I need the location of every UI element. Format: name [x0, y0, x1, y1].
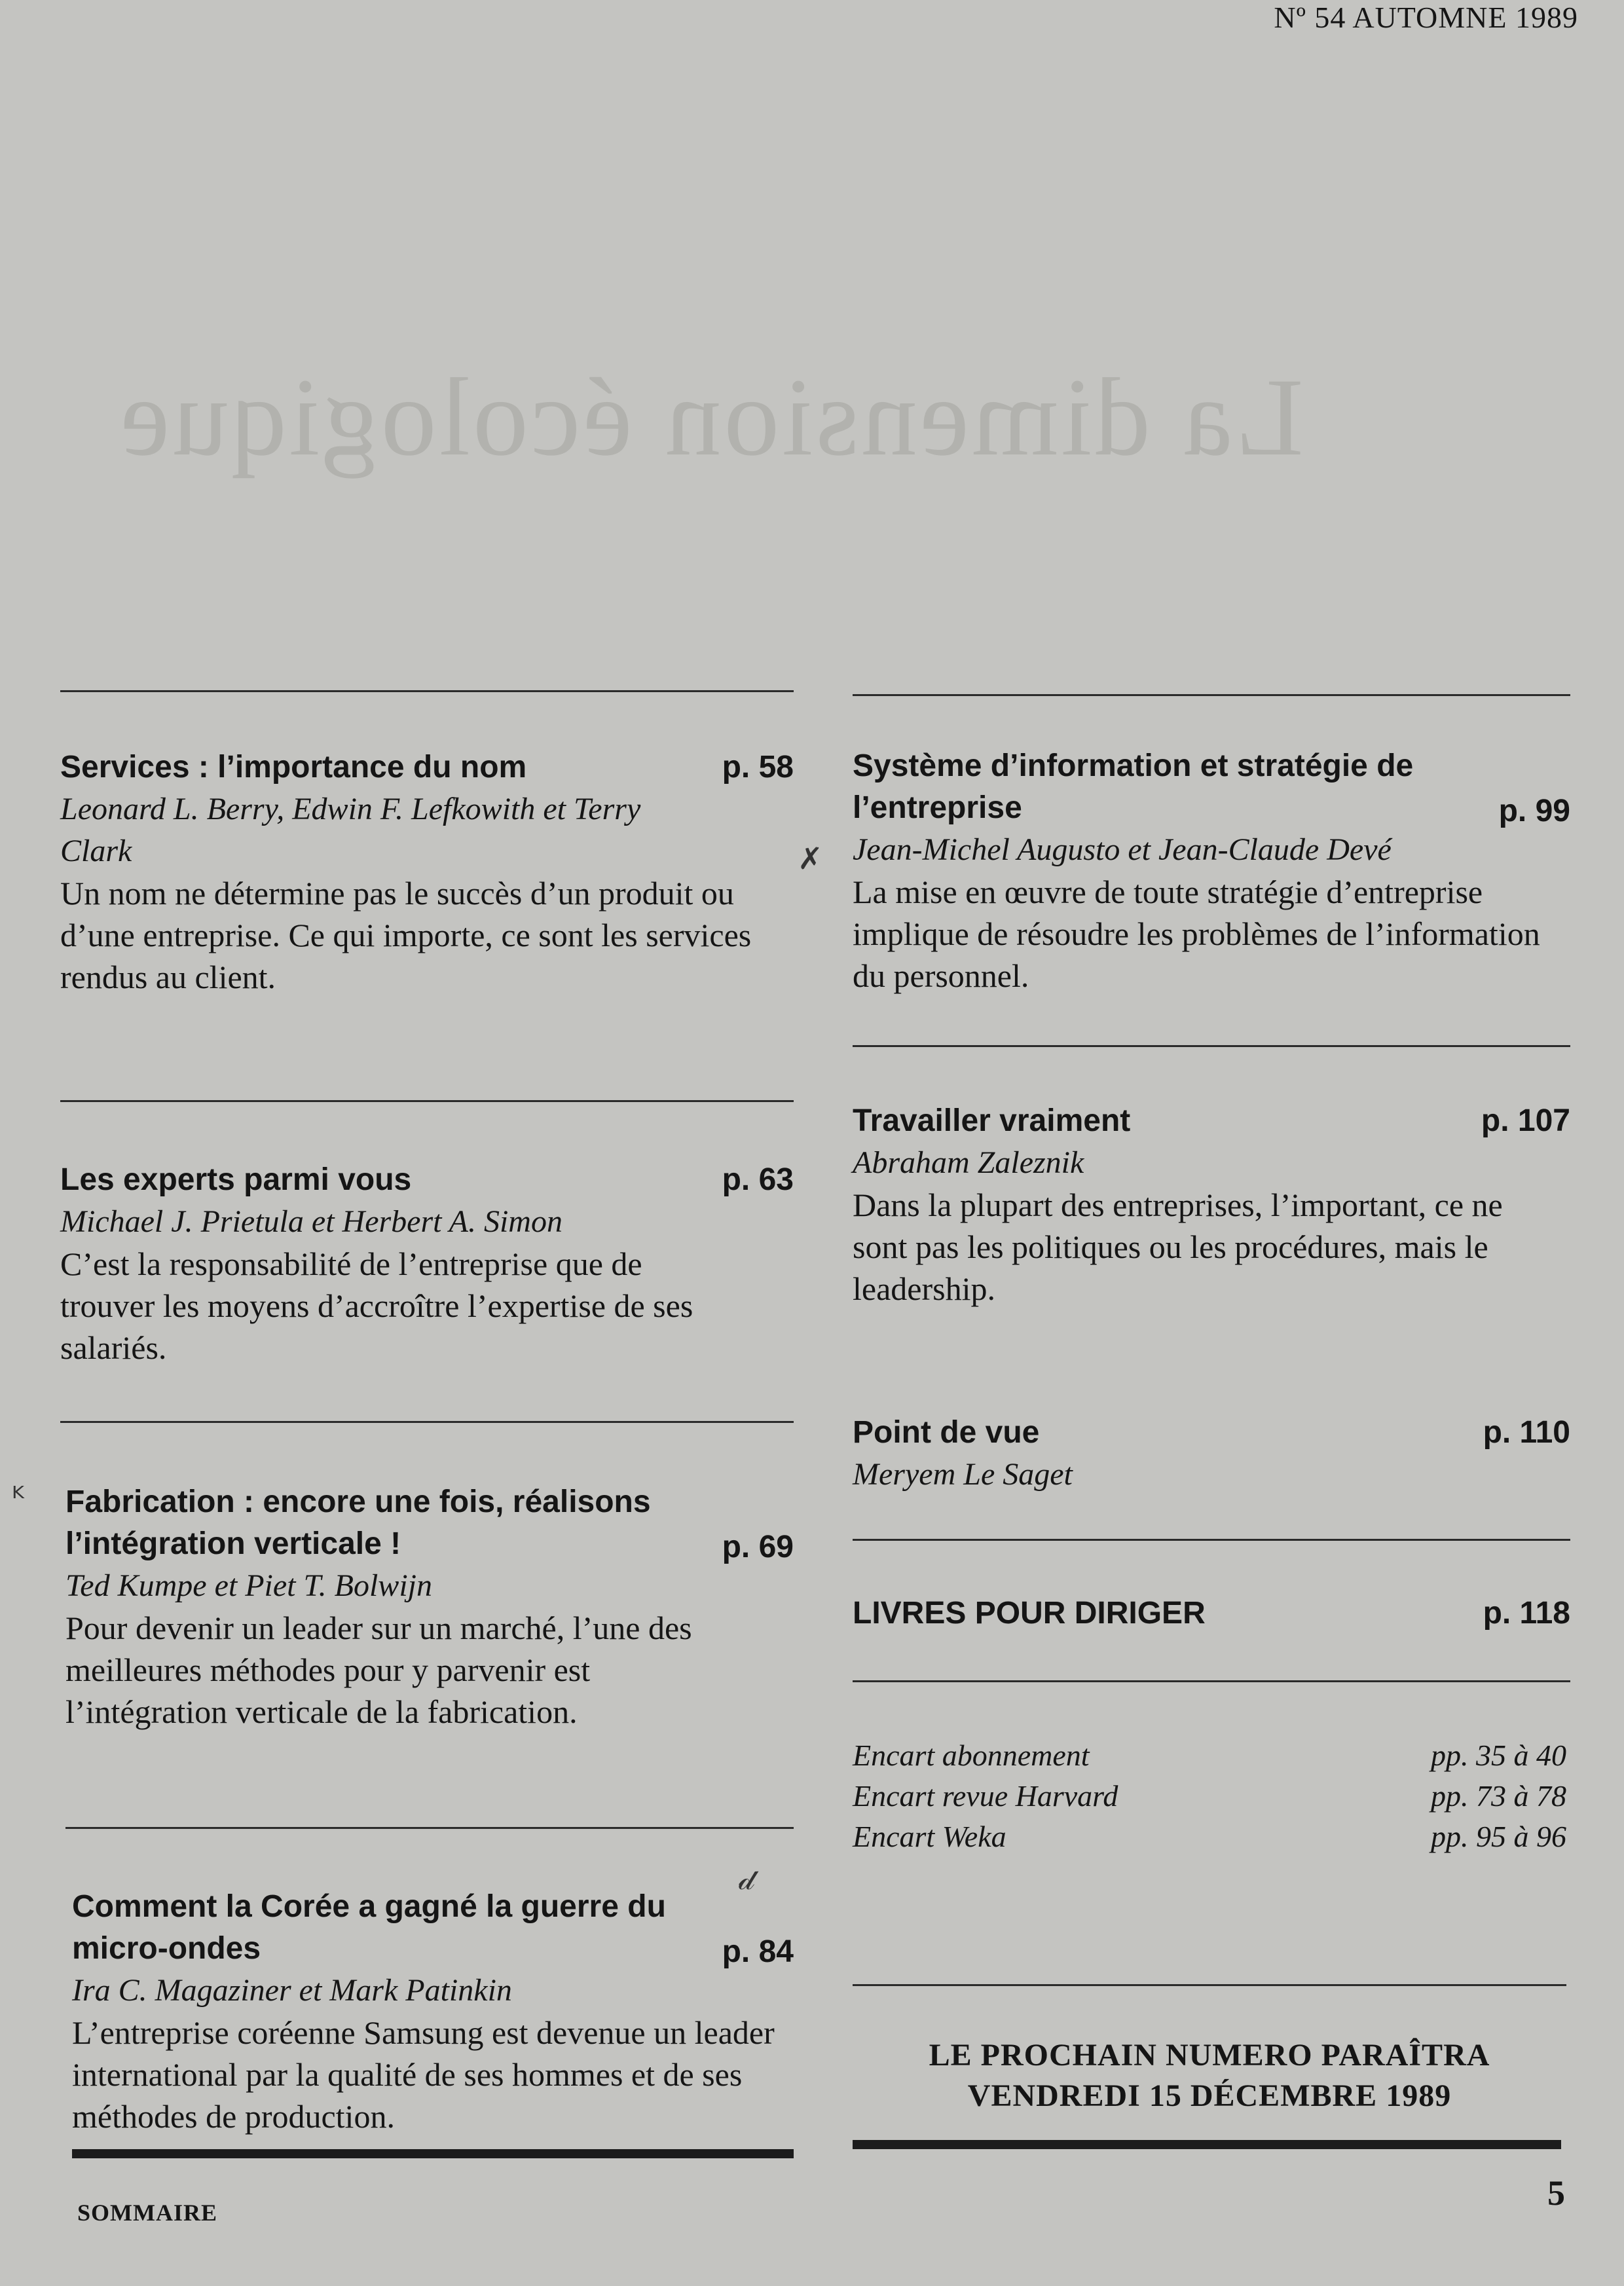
article-authors: Abraham Zaleznik — [853, 1145, 1084, 1180]
article-summary: C’est la responsabilité de l’entreprise que de trouver les moyens d’accroître l’expertise de ses salariés. — [60, 1245, 693, 1366]
article-summary: Pour devenir un leader sur un marché, l’une des meilleures méthodes pour y parvenir est l’intégration verticale de la fabrication. — [65, 1610, 692, 1730]
page-ref: p. 69 — [722, 1530, 794, 1564]
divider — [65, 1827, 794, 1829]
page-ref: p. 58 — [722, 750, 794, 784]
toc-entry — [60, 747, 794, 998]
handwritten-mark: 𝒹 — [739, 1861, 754, 1896]
toc-entry — [72, 1886, 794, 2137]
toc-entry — [60, 1159, 794, 1369]
handwritten-mark: ᴷ — [12, 1480, 25, 1515]
toc-entry — [853, 1100, 1570, 1310]
divider — [853, 1984, 1566, 1986]
encart-pages: pp. 73 à 78 — [1431, 1779, 1566, 1813]
column-end-bar — [853, 2140, 1561, 2149]
page-ref: p. 110 — [1483, 1415, 1570, 1450]
article-summary: Dans la plupart des entreprises, l’important, ce ne sont pas les politiques ou les procédures, mais le leadership. — [853, 1187, 1503, 1307]
handwritten-mark: ✗ — [798, 841, 823, 876]
encart-label: Encart abonnement — [853, 1739, 1090, 1772]
article-summary: L’entreprise coréenne Samsung est devenue un leader international par la qualité de ses hommes et de ses méthodes de production. — [72, 2014, 775, 2135]
article-title: Les experts parmi vous — [60, 1162, 412, 1197]
page-ref: p. 118 — [1483, 1596, 1570, 1631]
issue-header: Nº 54 AUTOMNE 1989 — [1274, 1, 1578, 34]
encart-row — [853, 1776, 1566, 1816]
next-issue-notice — [853, 2035, 1566, 2116]
article-summary: La mise en œuvre de toute stratégie d’entreprise implique de résoudre les problèmes de l’information du personnel. — [853, 874, 1540, 994]
divider — [853, 1539, 1570, 1541]
encart-row — [853, 1735, 1566, 1776]
encart-label: Encart revue Harvard — [853, 1779, 1118, 1813]
page-ref: p. 84 — [722, 1934, 794, 1969]
page-number: 5 — [1547, 2173, 1565, 2213]
divider — [60, 1421, 794, 1423]
toc-entry — [853, 1412, 1570, 1496]
encart-pages: pp. 95 à 96 — [1431, 1820, 1566, 1853]
article-authors: Ira C. Magaziner et Mark Patinkin — [72, 1973, 512, 2008]
next-issue-date: VENDREDI 15 DÉCEMBRE 1989 — [967, 2078, 1452, 2113]
page-ref: p. 99 — [1498, 794, 1570, 828]
article-authors: Ted Kumpe et Piet T. Bolwijn — [65, 1568, 432, 1603]
column-end-bar — [72, 2149, 794, 2158]
divider — [853, 1045, 1570, 1047]
divider — [853, 1680, 1570, 1682]
article-title: Fabrication : encore une fois, réalisons l’intégration verticale ! — [65, 1484, 651, 1561]
livres-title: LIVRES POUR DIRIGER — [853, 1596, 1206, 1631]
toc-entry — [65, 1481, 794, 1733]
encarts-list — [853, 1735, 1566, 1857]
article-authors: Jean-Michel Augusto et Jean-Claude Devé — [853, 832, 1392, 867]
encart-pages: pp. 35 à 40 — [1431, 1739, 1566, 1772]
next-issue-line: LE PROCHAIN NUMERO PARAÎTRA — [929, 2038, 1490, 2073]
encart-row — [853, 1816, 1566, 1857]
divider — [60, 1100, 794, 1102]
article-title: Système d’information et stratégie de l’entreprise — [853, 748, 1414, 825]
article-title: Comment la Corée a gagné la guerre du micro-ondes — [72, 1889, 666, 1966]
page-ref: p. 107 — [1481, 1103, 1570, 1138]
article-title: Travailler vraiment — [853, 1103, 1131, 1138]
divider — [60, 690, 794, 692]
livres-entry — [853, 1595, 1570, 1631]
article-authors: Leonard L. Berry, Edwin F. Lefkowith et Terry Clark — [60, 792, 641, 868]
article-title: Services : l’importance du nom — [60, 750, 527, 784]
article-title: Point de vue — [853, 1415, 1040, 1450]
article-authors: Meryem Le Saget — [853, 1457, 1073, 1492]
divider — [853, 694, 1570, 696]
article-authors: Michael J. Prietula et Herbert A. Simon — [60, 1204, 563, 1239]
encart-label: Encart Weka — [853, 1820, 1006, 1853]
toc-entry — [853, 745, 1570, 997]
page-ref: p. 63 — [722, 1162, 794, 1197]
section-label: SOMMAIRE — [77, 2200, 217, 2226]
article-summary: Un nom ne détermine pas le succès d’un produit ou d’une entreprise. Ce qui importe, ce sont les services rendus au client. — [60, 875, 752, 995]
bleed-through-text: La dimension écologique — [118, 356, 1304, 479]
